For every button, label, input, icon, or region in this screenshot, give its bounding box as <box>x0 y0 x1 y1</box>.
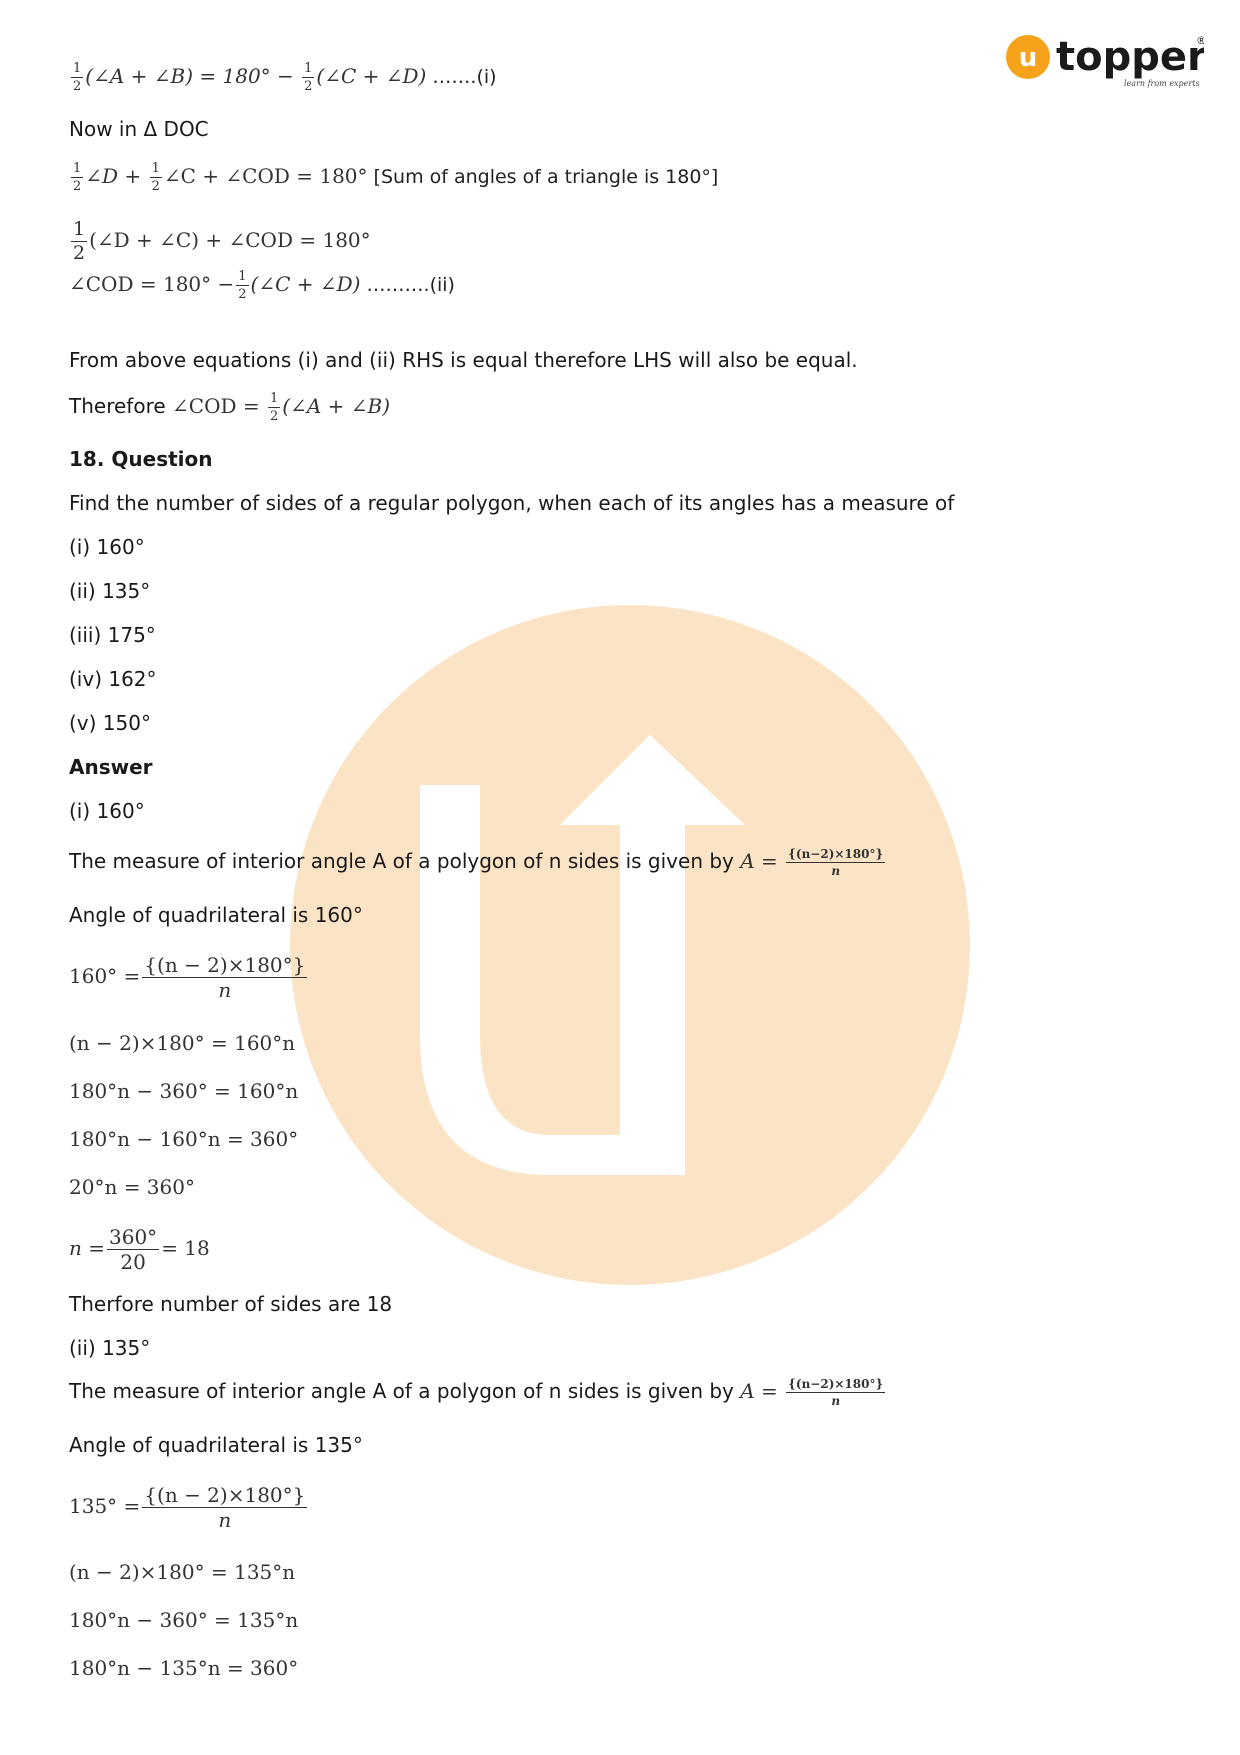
option-4: (iv) 162° <box>69 667 157 691</box>
part1-angle-line: Angle of quadrilateral is 160° <box>69 903 363 927</box>
option-1: (i) 160° <box>69 535 145 559</box>
part2-eq3: 180°n − 360° = 135°n <box>69 1608 299 1632</box>
brand-logo <box>1004 30 1204 96</box>
option-2: (ii) 135° <box>69 579 151 603</box>
fraction-half: $\frac{1}{2}$ <box>73 61 82 94</box>
question-text: Find the number of sides of a regular polygon, when each of its angles has a measure of <box>69 491 955 515</box>
brand-name: topper <box>1056 34 1204 80</box>
answer-heading: Answer <box>69 755 153 779</box>
part2-label: (ii) 135° <box>69 1336 151 1360</box>
line-from-above: From above equations (i) and (ii) RHS is equal therefore LHS will also be equal. <box>69 348 858 372</box>
part1-eq2: (n − 2)×180° = 160°n <box>69 1031 296 1055</box>
option-5: (v) 150° <box>69 711 151 735</box>
line-now-in-doc: Now in Δ DOC <box>69 117 209 141</box>
brand-tagline: learn from experts <box>1124 79 1200 88</box>
question-title: 18. Question <box>69 447 213 471</box>
part1-eq1: 160° = $\frac{\{(n - 2)\times 180^\circ\}}{n}$ <box>69 953 306 1002</box>
equation-triangle-sum: $\frac{1}{2}$ ∠D + $\frac{1}{2}$ ∠C + ∠COD = 180° [Sum of angles of a triangle is 180°] <box>73 161 719 194</box>
fraction-half: $\frac{1}{2}$ <box>304 61 313 94</box>
part1-eq3: 180°n − 360° = 160°n <box>69 1079 299 1103</box>
part1-eq5: 20°n = 360° <box>69 1175 195 1199</box>
equation-step: $\frac{1}{2}$ (∠D + ∠C) + ∠COD = 180° <box>73 218 371 264</box>
part2-eq2: (n − 2)×180° = 135°n <box>69 1560 296 1584</box>
part2-eq1: 135° = $\frac{\{(n - 2)\times 180^\circ\}}{n}$ <box>69 1483 306 1532</box>
watermark-logo <box>290 605 970 1285</box>
part1-label: (i) 160° <box>69 799 145 823</box>
part1-conclusion: Therfore number of sides are 18 <box>69 1292 393 1316</box>
equation-ii: ∠COD = 180° − $\frac{1}{2}$ (∠C + ∠D) ……….(ii) <box>69 269 455 302</box>
part1-eq4: 180°n − 160°n = 360° <box>69 1127 299 1151</box>
registered-mark: ® <box>1196 34 1204 47</box>
equation-i: $\frac{1}{2}$ (∠A + ∠B) = 180° − $\frac{1}{2}$ (∠C + ∠D) …….(i) <box>73 61 497 94</box>
part1-formula-line: The measure of interior angle A of a polygon of n sides is given by A = $\frac{\{(n-2)\times 180^\circ\}}{n}$ <box>69 847 884 878</box>
part2-angle-line: Angle of quadrilateral is 135° <box>69 1433 363 1457</box>
line-therefore: Therefore ∠COD = $\frac{1}{2}$ (∠A + ∠B) <box>69 391 390 424</box>
part2-formula-line: The measure of interior angle A of a polygon of n sides is given by A = $\frac{\{(n-2)\times 180^\circ\}}{n}$ <box>69 1377 884 1408</box>
option-3: (iii) 175° <box>69 623 156 647</box>
part2-eq4: 180°n − 135°n = 360° <box>69 1656 299 1680</box>
brand-logo-letter: u <box>1018 43 1038 73</box>
part1-eq6: n = $\frac{360^\circ}{20}$ = 18 <box>69 1225 210 1274</box>
